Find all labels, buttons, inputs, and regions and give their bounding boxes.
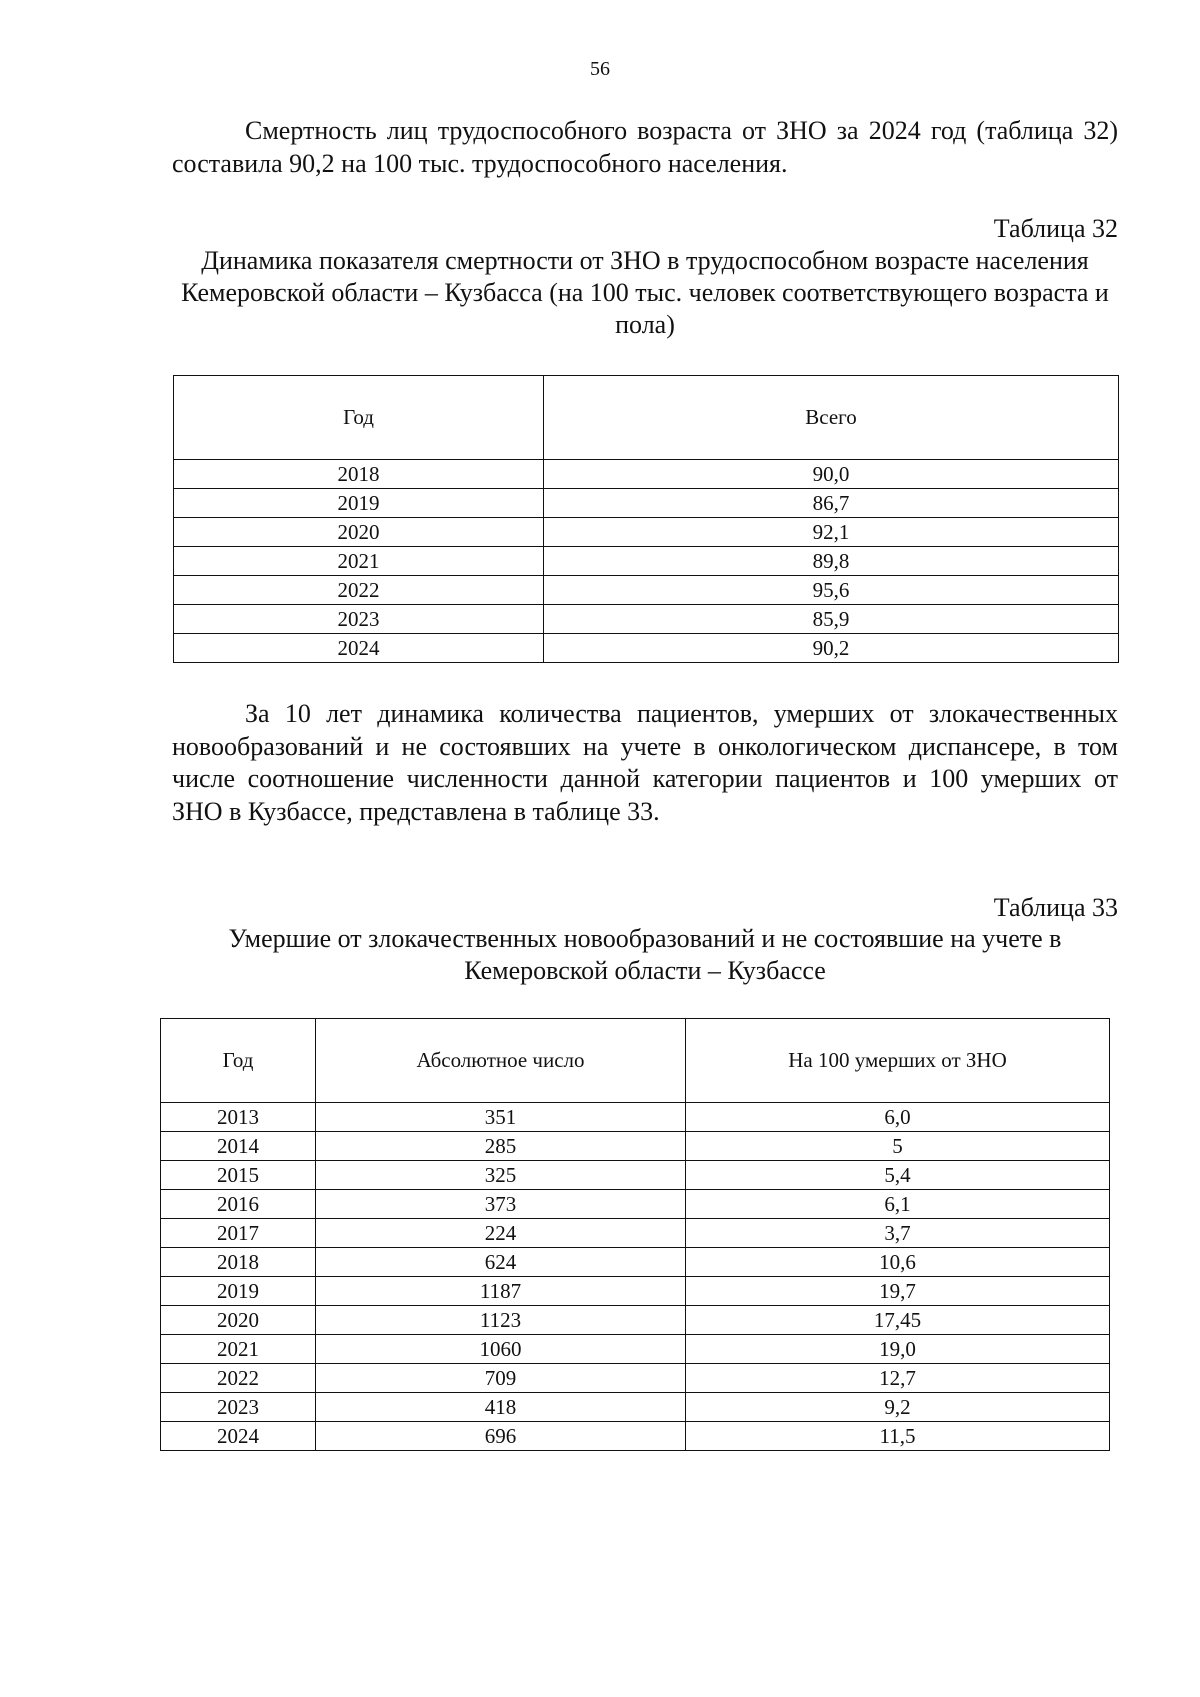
table-row [161,1190,1110,1219]
total-cell: 89,8 [544,547,1119,576]
absolute-cell: 624 [316,1248,686,1277]
per100-cell: 17,45 [686,1306,1110,1335]
table-row [161,1132,1110,1161]
absolute-cell: 1123 [316,1306,686,1335]
per100-cell: 5 [686,1132,1110,1161]
table33-header-per100: На 100 умерших от ЗНО [686,1019,1110,1103]
year-cell: 2024 [174,634,544,663]
table32-header-row [174,376,1119,460]
middle-paragraph: За 10 лет динамика количества пациентов, умерших от злокачественных новообразований и не состоявших на учете в онкологическом диспансере, в том числе соотношение численности данной категории пациентов и 100 умерших от ЗНО в Кузбассе, представлена в таблице 33. [172,699,1118,826]
table-row [161,1103,1110,1132]
table33-header-row [161,1019,1110,1103]
year-cell: 2018 [161,1248,316,1277]
total-cell: 90,2 [544,634,1119,663]
table-row [174,634,1119,663]
total-cell: 86,7 [544,489,1119,518]
year-cell: 2018 [174,460,544,489]
per100-cell: 9,2 [686,1393,1110,1422]
year-cell: 2023 [174,605,544,634]
year-cell: 2022 [174,576,544,605]
table33-label: Таблица 33 [993,893,1118,922]
table33-header-year: Год [161,1019,316,1103]
per100-cell: 19,0 [686,1335,1110,1364]
per100-cell: 6,1 [686,1190,1110,1219]
year-cell: 2019 [161,1277,316,1306]
year-cell: 2019 [174,489,544,518]
table33-header-absolute: Абсолютное число [316,1019,686,1103]
year-cell: 2021 [174,547,544,576]
year-cell: 2017 [161,1219,316,1248]
per100-cell: 11,5 [686,1422,1110,1451]
table-32 [173,375,1119,663]
per100-cell: 19,7 [686,1277,1110,1306]
table-row [174,547,1119,576]
absolute-cell: 1060 [316,1335,686,1364]
table32-caption: Динамика показателя смертности от ЗНО в трудоспособном возрасте населения Кемеровской области – Кузбасса (на 100 тыс. человек соответствующего возраста и пола) [181,246,1109,339]
table-33 [160,1018,1110,1451]
absolute-cell: 418 [316,1393,686,1422]
table32-header-year: Год [174,376,544,460]
table-row [161,1422,1110,1451]
per100-cell: 5,4 [686,1161,1110,1190]
total-cell: 85,9 [544,605,1119,634]
year-cell: 2014 [161,1132,316,1161]
table-row [161,1161,1110,1190]
per100-cell: 12,7 [686,1364,1110,1393]
year-cell: 2020 [174,518,544,547]
year-cell: 2013 [161,1103,316,1132]
total-cell: 92,1 [544,518,1119,547]
per100-cell: 3,7 [686,1219,1110,1248]
absolute-cell: 224 [316,1219,686,1248]
total-cell: 90,0 [544,460,1119,489]
year-cell: 2016 [161,1190,316,1219]
table-row [161,1393,1110,1422]
table32-label: Таблица 32 [993,214,1118,243]
year-cell: 2023 [161,1393,316,1422]
table-row [161,1335,1110,1364]
intro-paragraph: Смертность лиц трудоспособного возраста от ЗНО за 2024 год (таблица 32) составила 90,2 на 100 тыс. трудоспособного населения. [172,116,1118,178]
table-row [174,605,1119,634]
per100-cell: 6,0 [686,1103,1110,1132]
table-row [174,460,1119,489]
table-row [174,518,1119,547]
year-cell: 2024 [161,1422,316,1451]
table-row [161,1248,1110,1277]
table32-header-total: Всего [544,376,1119,460]
table-row [161,1364,1110,1393]
table-row [161,1219,1110,1248]
table-row [161,1306,1110,1335]
absolute-cell: 1187 [316,1277,686,1306]
year-cell: 2022 [161,1364,316,1393]
year-cell: 2015 [161,1161,316,1190]
year-cell: 2021 [161,1335,316,1364]
absolute-cell: 373 [316,1190,686,1219]
table-row [174,576,1119,605]
absolute-cell: 285 [316,1132,686,1161]
absolute-cell: 325 [316,1161,686,1190]
year-cell: 2020 [161,1306,316,1335]
total-cell: 95,6 [544,576,1119,605]
per100-cell: 10,6 [686,1248,1110,1277]
absolute-cell: 696 [316,1422,686,1451]
absolute-cell: 351 [316,1103,686,1132]
page-number: 56 [590,58,610,80]
table-row [174,489,1119,518]
table33-caption: Умершие от злокачественных новообразований и не состоявшие на учете в Кемеровской области – Кузбассе [228,924,1062,985]
table-row [161,1277,1110,1306]
absolute-cell: 709 [316,1364,686,1393]
